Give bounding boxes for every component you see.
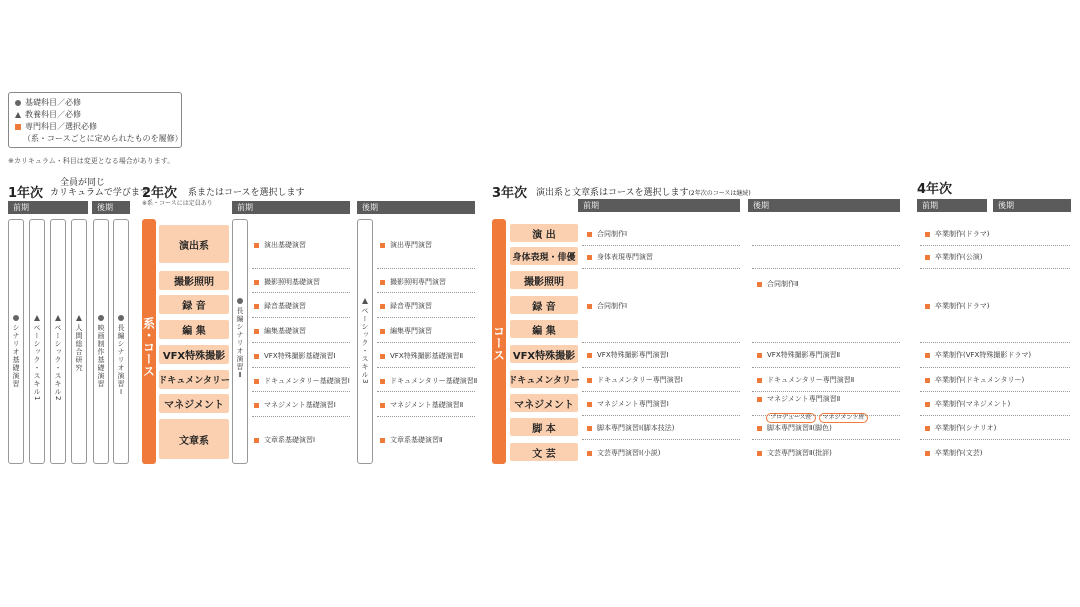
- year4-cell: 卒業制作(ドキュメンタリー): [925, 375, 1024, 385]
- year3-management-tags: [766, 404, 871, 423]
- year2-course-vfx[interactable]: VFX特殊撮影: [159, 345, 229, 364]
- year3-front-cell: 身体表現専門演習: [587, 252, 653, 262]
- year4-cell: 卒業制作(文芸): [925, 448, 982, 458]
- divider: [920, 367, 1070, 368]
- year1-subject-2: ベーシック・スキル1: [29, 219, 45, 464]
- year2-back-subject: ベーシック・スキル3: [357, 219, 373, 464]
- year4-cell: 卒業制作(VFX特殊撮影ドラマ): [925, 350, 1031, 360]
- year3-course-directing[interactable]: 演 出: [510, 224, 578, 242]
- divider: [920, 342, 1070, 343]
- legend-box: [8, 92, 182, 148]
- year2-course-cinematography[interactable]: 撮影照明: [159, 271, 229, 290]
- divider: [752, 268, 900, 269]
- tag-produce-team: プロデュース班: [766, 413, 816, 423]
- divider: [252, 367, 350, 368]
- circle-icon: [237, 298, 243, 304]
- year4-cell: 卒業制作(ドラマ): [925, 301, 989, 311]
- year2-course-management[interactable]: マネジメント: [159, 394, 229, 413]
- square-icon: [254, 354, 259, 359]
- divider: [377, 367, 475, 368]
- square-icon: [380, 403, 385, 408]
- year1-subject-6: 長編シナリオ演習Ⅰ: [113, 219, 129, 464]
- divider: [252, 268, 350, 269]
- divider: [920, 391, 1070, 392]
- year1-subject-4: 人間総合研究: [71, 219, 87, 464]
- year2-back-cell: マネジメント基礎演習Ⅱ: [380, 400, 463, 410]
- divider: [582, 391, 740, 392]
- square-icon: [757, 426, 762, 431]
- divider: [752, 245, 900, 246]
- year3-term-back: 後期: [748, 199, 900, 212]
- triangle-icon: [362, 298, 368, 304]
- year1-term-back: 後期: [92, 201, 130, 214]
- year3-back-cell: ドキュメンタリー専門演習Ⅱ: [757, 375, 854, 385]
- year4-cell: 卒業制作(公演): [925, 252, 982, 262]
- square-icon: [925, 451, 930, 456]
- triangle-icon: [15, 112, 21, 118]
- year2-course-writing[interactable]: 文章系: [159, 419, 229, 459]
- year2-back-cell: 録音専門演習: [380, 301, 432, 311]
- year3-course-documentary[interactable]: ドキュメンタリー: [510, 370, 578, 388]
- year2-back-cell: ドキュメンタリー基礎演習Ⅱ: [380, 376, 477, 386]
- square-icon: [587, 451, 592, 456]
- year3-back-cell: 脚本専門演習Ⅱ(脚色): [757, 423, 832, 433]
- square-icon: [925, 378, 930, 383]
- year3-back-cell: 合同制作Ⅱ: [757, 279, 798, 289]
- square-icon: [254, 304, 259, 309]
- year2-front-cell: 撮影照明基礎演習: [254, 277, 320, 287]
- year2-front-cell: 文章系基礎演習Ⅰ: [254, 435, 315, 445]
- square-icon: [587, 304, 592, 309]
- year3-front-cell: VFX特殊撮影専門演習Ⅰ: [587, 350, 669, 360]
- divider: [920, 439, 1070, 440]
- divider: [920, 268, 1070, 269]
- year2-desc: 系またはコースを選択します: [188, 188, 305, 198]
- circle-icon: [118, 315, 124, 321]
- square-icon: [380, 438, 385, 443]
- year3-desc: 演出系と文章系はコースを選択します(2年次のコースは継続): [536, 188, 751, 198]
- square-icon: [380, 354, 385, 359]
- divider: [252, 292, 350, 293]
- year2-course-directing[interactable]: 演出系: [159, 225, 229, 263]
- year2-course-documentary[interactable]: ドキュメンタリー: [159, 370, 229, 389]
- year3-course-cinematography[interactable]: 撮影照明: [510, 271, 578, 289]
- year1-title: 1年次: [8, 186, 44, 201]
- divider: [377, 317, 475, 318]
- square-icon: [925, 426, 930, 431]
- year2-front-cell: 編集基礎演習: [254, 326, 306, 336]
- year2-term-back: 後期: [357, 201, 475, 214]
- square-icon: [587, 378, 592, 383]
- year2-back-cell: 撮影照明専門演習: [380, 277, 446, 287]
- divider: [752, 342, 900, 343]
- curriculum-note: ※カリキュラム・科目は変更となる場合があります。: [8, 157, 175, 165]
- year2-back-cell: 編集専門演習: [380, 326, 432, 336]
- square-icon: [587, 426, 592, 431]
- square-icon: [925, 232, 930, 237]
- year1-subject-1: シナリオ基礎演習: [8, 219, 24, 464]
- divider: [582, 342, 740, 343]
- year2-course-editing[interactable]: 編 集: [159, 320, 229, 339]
- year3-term-front: 前期: [578, 199, 740, 212]
- tag-management-team: マネジメント班: [819, 413, 869, 423]
- year2-front-cell: 演出基礎演習: [254, 240, 306, 250]
- square-icon: [587, 232, 592, 237]
- year2-front-subject: 長編シナリオ演習Ⅱ: [232, 219, 248, 464]
- year2-front-cell: マネジメント基礎演習Ⅰ: [254, 400, 336, 410]
- square-icon: [254, 403, 259, 408]
- divider: [252, 342, 350, 343]
- square-icon: [254, 243, 259, 248]
- year3-course-sound[interactable]: 録 音: [510, 296, 578, 314]
- year2-front-cell: ドキュメンタリー基礎演習Ⅰ: [254, 376, 350, 386]
- year2-back-cell: 文章系基礎演習Ⅱ: [380, 435, 442, 445]
- divider: [582, 367, 740, 368]
- year3-course-management[interactable]: マネジメント: [510, 394, 578, 412]
- square-icon: [925, 402, 930, 407]
- divider: [920, 245, 1070, 246]
- square-icon: [587, 255, 592, 260]
- square-icon: [757, 282, 762, 287]
- circle-icon: [13, 315, 19, 321]
- divider: [377, 292, 475, 293]
- square-icon: [380, 304, 385, 309]
- square-icon: [254, 379, 259, 384]
- year3-back-cell: VFX特殊撮影専門演習Ⅱ: [757, 350, 840, 360]
- divider: [377, 342, 475, 343]
- square-icon: [757, 378, 762, 383]
- divider: [252, 416, 350, 417]
- year3-course-screenwriting[interactable]: 脚 本: [510, 418, 578, 436]
- divider: [920, 415, 1070, 416]
- triangle-icon: [55, 315, 61, 321]
- divider: [582, 415, 740, 416]
- year3-category-bar: コース: [492, 219, 506, 464]
- year2-category-bar: 系・コース: [142, 219, 156, 464]
- year2-note: ※系・コースには定員あり: [142, 200, 213, 207]
- year2-term-front: 前期: [232, 201, 350, 214]
- year3-front-cell: 脚本専門演習Ⅰ(脚本技法): [587, 423, 675, 433]
- square-icon: [925, 304, 930, 309]
- divider: [582, 439, 740, 440]
- year3-front-cell: 文芸専門演習Ⅰ(小説): [587, 448, 661, 458]
- square-icon: [925, 255, 930, 260]
- circle-icon: [15, 100, 21, 106]
- square-icon: [380, 280, 385, 285]
- year3-course-literature[interactable]: 文 芸: [510, 443, 578, 461]
- year4-term-front: 前期: [917, 199, 987, 212]
- square-icon: [587, 402, 592, 407]
- year4-cell: 卒業制作(マネジメント): [925, 399, 1010, 409]
- year2-title: 2年次: [142, 186, 178, 201]
- year3-course-editing[interactable]: 編 集: [510, 320, 578, 338]
- year3-title: 3年次: [492, 186, 528, 201]
- divider: [377, 416, 475, 417]
- year4-term-back: 後期: [993, 199, 1071, 212]
- square-icon: [15, 124, 21, 130]
- year4-cell: 卒業制作(ドラマ): [925, 229, 989, 239]
- divider: [582, 245, 740, 246]
- legend-item-basic: 基礎科目／必修: [15, 98, 81, 108]
- circle-icon: [98, 315, 104, 321]
- triangle-icon: [34, 315, 40, 321]
- year2-back-cell: VFX特殊撮影基礎演習Ⅱ: [380, 351, 463, 361]
- legend-item-liberal: 教養科目／必修: [15, 110, 81, 120]
- divider: [582, 268, 740, 269]
- square-icon: [757, 451, 762, 456]
- year2-front-cell: VFX特殊撮影基礎演習Ⅰ: [254, 351, 336, 361]
- year2-course-sound[interactable]: 録 音: [159, 295, 229, 314]
- divider: [377, 391, 475, 392]
- divider: [377, 268, 475, 269]
- square-icon: [380, 243, 385, 248]
- divider: [752, 391, 900, 392]
- square-icon: [254, 329, 259, 334]
- year3-back-cell: マネジメント専門演習Ⅱ: [757, 394, 840, 404]
- year3-front-cell: 合同制作Ⅰ: [587, 301, 627, 311]
- year1-subject-3: ベーシック・スキル2: [50, 219, 66, 464]
- year3-course-acting[interactable]: 身体表現・俳優: [510, 247, 578, 265]
- legend-item-specialty: 専門科目／選択必修: [15, 122, 97, 132]
- square-icon: [757, 353, 762, 358]
- square-icon: [925, 353, 930, 358]
- year4-cell: 卒業制作(シナリオ): [925, 423, 996, 433]
- year1-subject-5: 映画制作基礎演習: [93, 219, 109, 464]
- year3-front-cell: ドキュメンタリー専門演習Ⅰ: [587, 375, 683, 385]
- divider: [752, 439, 900, 440]
- year2-back-cell: 演出専門演習: [380, 240, 432, 250]
- year4-title: 4年次: [917, 182, 953, 197]
- legend-item-note: （系・コースごとに定められたものを履修）: [23, 134, 183, 143]
- square-icon: [757, 397, 762, 402]
- triangle-icon: [76, 315, 82, 321]
- square-icon: [380, 329, 385, 334]
- year3-back-cell: 文芸専門演習Ⅱ(批評): [757, 448, 832, 458]
- year2-front-cell: 録音基礎演習: [254, 301, 306, 311]
- year1-desc: 全員が同じ カリキュラムで学びます: [50, 178, 149, 198]
- year3-course-vfx[interactable]: VFX特殊撮影: [510, 345, 578, 363]
- year3-front-cell: 合同制作Ⅰ: [587, 229, 627, 239]
- year1-term-front: 前期: [8, 201, 88, 214]
- square-icon: [254, 438, 259, 443]
- square-icon: [254, 280, 259, 285]
- year3-front-cell: マネジメント専門演習Ⅰ: [587, 399, 669, 409]
- divider: [752, 367, 900, 368]
- square-icon: [380, 379, 385, 384]
- square-icon: [587, 353, 592, 358]
- divider: [252, 317, 350, 318]
- divider: [252, 391, 350, 392]
